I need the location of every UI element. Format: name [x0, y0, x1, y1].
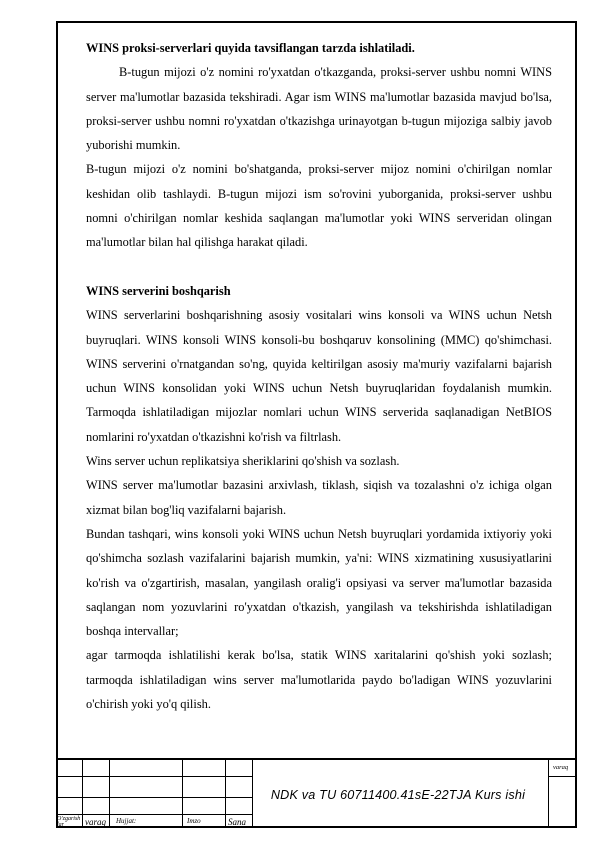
section-heading-management: WINS serverini boshqarish [86, 283, 231, 298]
col-varaq: varaq [85, 817, 106, 827]
col-ozgarish-label: O'zgarish [57, 816, 81, 822]
section-heading-proxy: WINS proksi-serverlari quyida tavsiflangan tarzda ishlatiladi. [86, 41, 415, 55]
stamp-divider [182, 760, 183, 828]
varaq-label: varaq [553, 764, 569, 771]
stamp-divider [548, 760, 549, 828]
col-sana: Sana [228, 817, 246, 827]
stamp-divider [82, 760, 83, 828]
paragraph: agar tarmoqda ishlatilishi kerak bo'lsa, statik WINS xaritalarini qo'shish yoki sozlash; tarmoqda ishlatiladigan wins server ma'lumotlarida paydo bo'ladigan WINS yozuvlarini o'chirish yoki yo'q qilish. [86, 648, 552, 712]
document-body [86, 36, 552, 716]
stamp-row-line [56, 797, 252, 798]
stamp-row-line [56, 814, 252, 815]
paragraph: Bundan tashqari, wins konsoli yoki WINS uchun Netsh buyruqlari yordamida ixtiyoriy yoki qo'shimcha sozlash vazifalarini bajarish mumkin, ya'ni: WINS xizmatining xususiyatlarini ko'rish va o'zgartirish, masalan, yangilash oralig'i opsiyasi va server ma'lumotlar bazasida saqlangan nom yozuvlarini ro'yxatdan o'tkazish, yangilash va tekshirishda ishlatiladigan boshqa intervallar; [86, 526, 552, 639]
title-block [56, 758, 577, 828]
blank-line [86, 255, 552, 279]
col-imzo: Imzo [187, 817, 201, 825]
paragraph: WINS serverlarini boshqarishning asosiy vositalari wins konsoli va WINS uchun Netsh buyruqlari. WINS konsoli WINS konsoli-bu boshqaruv konsolining (MMC) qo'shimchasi. WINS serverini o'rnatgandan so'ng, quyida keltirilgan asosiy ma'muriy vazifalarni bajarish uchun WINS konsolidan yoki WINS uchun Netsh buyruqlaridan foydalanish mumkin. Tarmoqda ishlatiladigan mijozlar nomlari uchun WINS serverida saqlanadigan NetBIOS nomlarini ro'yxatdan o'tkazishni ko'rish va filtrlash. [86, 308, 552, 444]
col-ozgarish [57, 816, 80, 828]
stamp-divider [109, 760, 110, 828]
stamp-row-line [56, 776, 252, 777]
document-code: NDK va TU 60711400.41sE-22TJA Kurs ishi [270, 788, 526, 802]
stamp-row-line [548, 776, 577, 777]
paragraph: B-tugun mijozi o'z nomini bo'shatganda, proksi-server mijoz nomini o'chirilgan nomlar keshidan olib tashlaydi. B-tugun mijozi ism so'rovini yuborganida, proksi-server ushbu nomni o'chirilgan nomlar keshida saqlangan ma'lumotlar yoki WINS serveridan olingan ma'lumotlar bilan hal qilishga harakat qiladi. [86, 162, 552, 250]
paragraph: B-tugun mijozi o'z nomini ro'yxatdan o'tkazganda, proksi-server ushbu nomni WINS server ma'lumotlar bazasida tekshiradi. Agar ism WINS ma'lumotlar bazasida mavjud bo'lsa, proksi-server ushbu nomni ro'yxatdan o'tkazishga urinayotgan b-tugun mijoziga salbiy javob yuborishi mumkin. [86, 65, 552, 153]
col-ozgarish-label-2: lar [57, 822, 65, 828]
paragraph: WINS server ma'lumotlar bazasini arxivlash, tiklash, siqish va tozalashni o'z ichiga olgan xizmat bilan bog'liq vazifalarni bajarish. [86, 478, 552, 517]
col-hujjat: Hujjat: [116, 817, 137, 825]
paragraph: Wins server uchun replikatsiya sheriklarini qo'shish va sozlash. [86, 454, 400, 469]
stamp-divider [225, 760, 226, 828]
